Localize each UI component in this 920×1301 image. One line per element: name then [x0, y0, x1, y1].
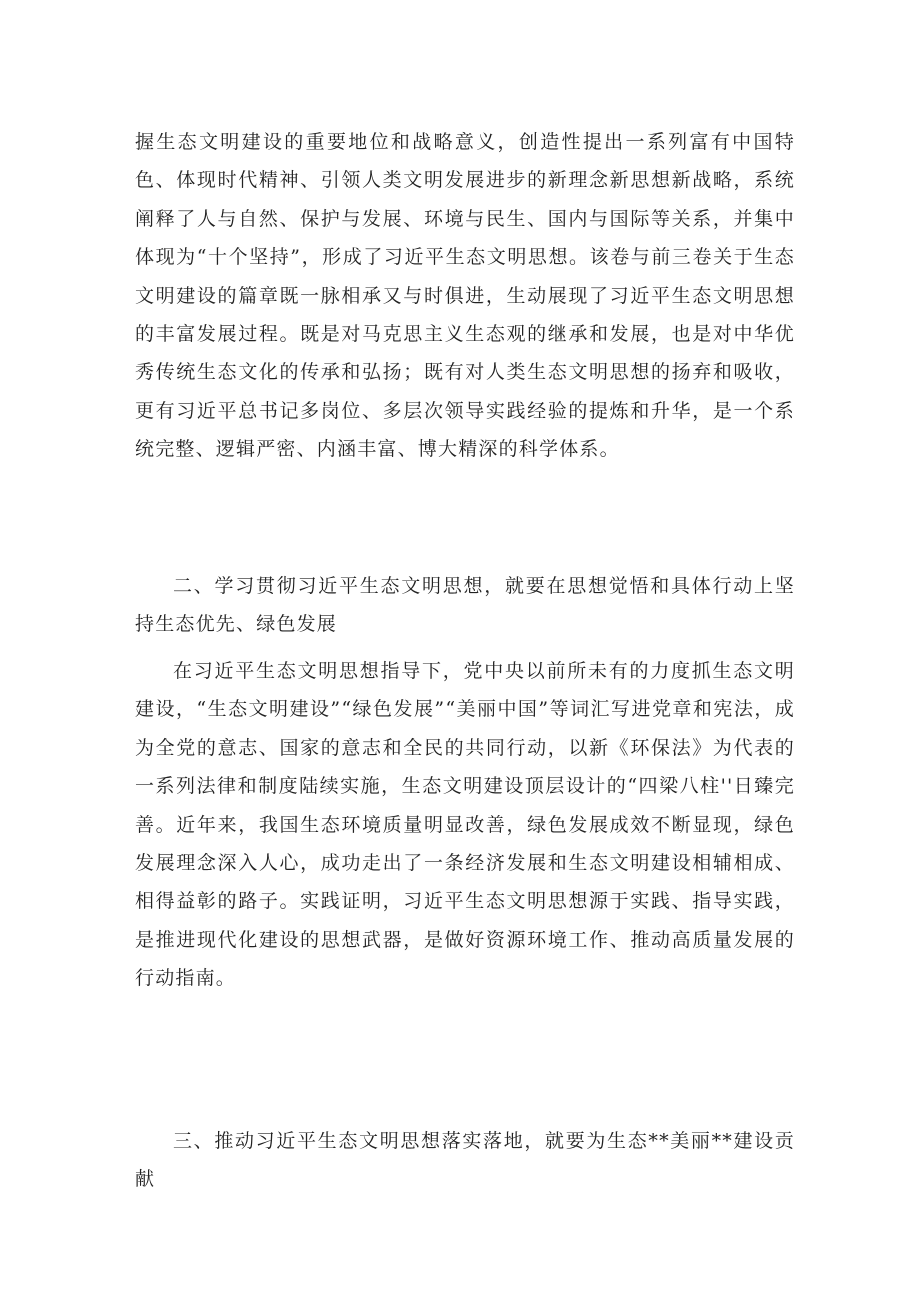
section-heading-3: 三、推动习近平生态文明思想落实落地，就要为生态**美丽**建设贡献	[135, 1130, 795, 1191]
body-paragraph-2: 在习近平生态文明思想指导下，党中央以前所未有的力度抓生态文明建设，“生态文明建设”“绿色发展”“美丽中国”等词汇写进党章和宪法，成为全党的意志、国家的意志和全民的共同行动，以新《环保法》为代表的一系列法律和制度陆续实施，生态文明建设顶层设计的“四梁八柱''日臻完善。近年来，我国生态环境质量明显改善，绿色发展成效不断显现，绿色发展理念深入人心，成功走出了一条经济发展和生态文明建设相辅相成、相得益彰的路子。实践证明，习近平生态文明思想源于实践、指导实践，是推进现代化建设的思想武器，是做好资源环境工作、推动高质量发展的行动指南。	[135, 660, 795, 990]
section-heading-2: 二、学习贯彻习近平生态文明思想，就要在思想觉悟和具体行动上坚持生态优先、绿色发展	[135, 575, 795, 636]
body-paragraph-1: 握生态文明建设的重要地位和战略意义，创造性提出一系列富有中国特色、体现时代精神、引领人类文明发展进步的新理念新思想新战略，系统阐释了人与自然、保护与发展、环境与民生、国内与国际等关系，并集中体现为“十个坚持”，形成了习近平生态文明思想。该卷与前三卷关于生态文明建设的篇章既一脉相承又与时俱进，生动展现了习近平生态文明思想的丰富发展过程。既是对马克思主义生态观的继承和发展，也是对中华优秀传统生态文化的传承和弘扬；既有对人类生态文明思想的扬弃和吸收，更有习近平总书记多岗位、多层次领导实践经验的提炼和升华，是一个系统完整、逻辑严密、内涵丰富、博大精深的科学体系。	[135, 131, 795, 461]
